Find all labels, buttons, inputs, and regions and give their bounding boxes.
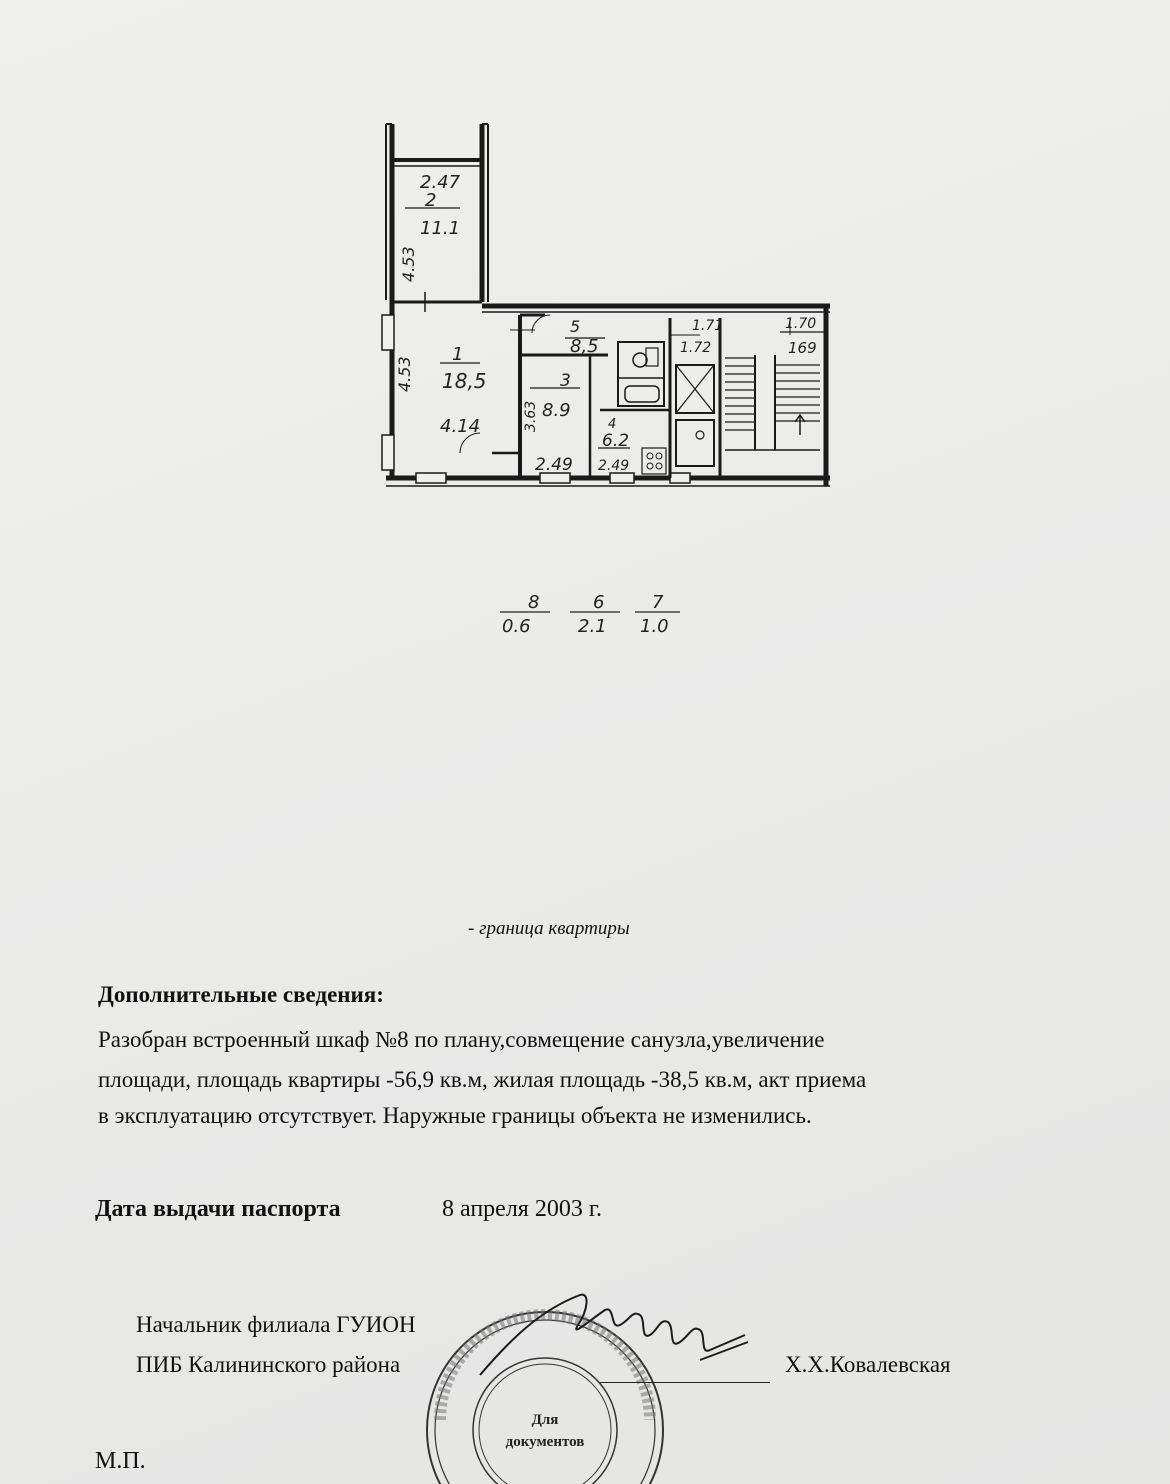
handwritten-signature (470, 1280, 760, 1390)
dim-label: 1.71 (692, 318, 724, 334)
dim-label: 2.49 (598, 458, 630, 474)
seal-center-text: документов (505, 1434, 585, 1450)
room-area: 18,5 (442, 369, 487, 393)
extra-room-number: 7 (652, 592, 664, 613)
additional-info-line: Разобран встроенный шкаф №8 по плану,совмещение санузла,увеличение (98, 1027, 825, 1052)
signer-position-line2: ПИБ Калининского района (136, 1352, 401, 1377)
extra-room-number: 6 (593, 592, 605, 613)
issue-date-label: Дата выдачи паспорта (95, 1196, 341, 1222)
room-area: 11.1 (420, 218, 461, 239)
room-number: 5 (570, 317, 581, 336)
dim-label: 169 (788, 339, 817, 357)
additional-info-title: Дополнительные сведения: (98, 982, 384, 1007)
room-area: 8,5 (570, 336, 599, 357)
extra-rooms (490, 590, 690, 640)
extra-room-area: 0.6 (502, 616, 531, 637)
extra-room-area: 2.1 (578, 616, 607, 637)
signer-name: Х.Х.Ковалевская (785, 1352, 951, 1377)
dim-label: 4.14 (440, 416, 481, 437)
floor-plan (370, 110, 840, 500)
legend-apartment-boundary: - граница квартиры (468, 918, 630, 939)
room-area: 8.9 (542, 400, 571, 421)
dim-label: 3.63 (523, 400, 539, 432)
dim-label: 2.47 (420, 172, 461, 193)
dim-label: 1.72 (680, 340, 712, 356)
additional-info-line: в эксплуатацию отсутствует. Наружные границы объекта не изменились. (98, 1103, 812, 1128)
dim-label: 4.53 (395, 356, 414, 392)
room-number: 3 (560, 371, 571, 391)
issue-date-value: 8 апреля 2003 г. (442, 1196, 602, 1222)
signer-position-line1: Начальник филиала ГУИОН (136, 1312, 416, 1337)
room-number: 2 (425, 190, 437, 211)
seal-center-text: Для (531, 1412, 559, 1428)
room-area: 6.2 (602, 431, 630, 451)
dim-label: 2.49 (535, 455, 573, 475)
room-number: 4 (608, 417, 617, 432)
dim-label: 1.70 (785, 316, 817, 332)
stamp-place-label: М.П. (95, 1448, 146, 1474)
extra-room-area: 1.0 (640, 616, 669, 637)
additional-info-line: площади, площадь квартиры -56,9 кв.м, жилая площадь -38,5 кв.м, акт приема (98, 1067, 867, 1092)
room-number: 1 (452, 344, 464, 365)
dim-label: 4.53 (399, 246, 418, 282)
extra-room-number: 8 (528, 592, 540, 613)
